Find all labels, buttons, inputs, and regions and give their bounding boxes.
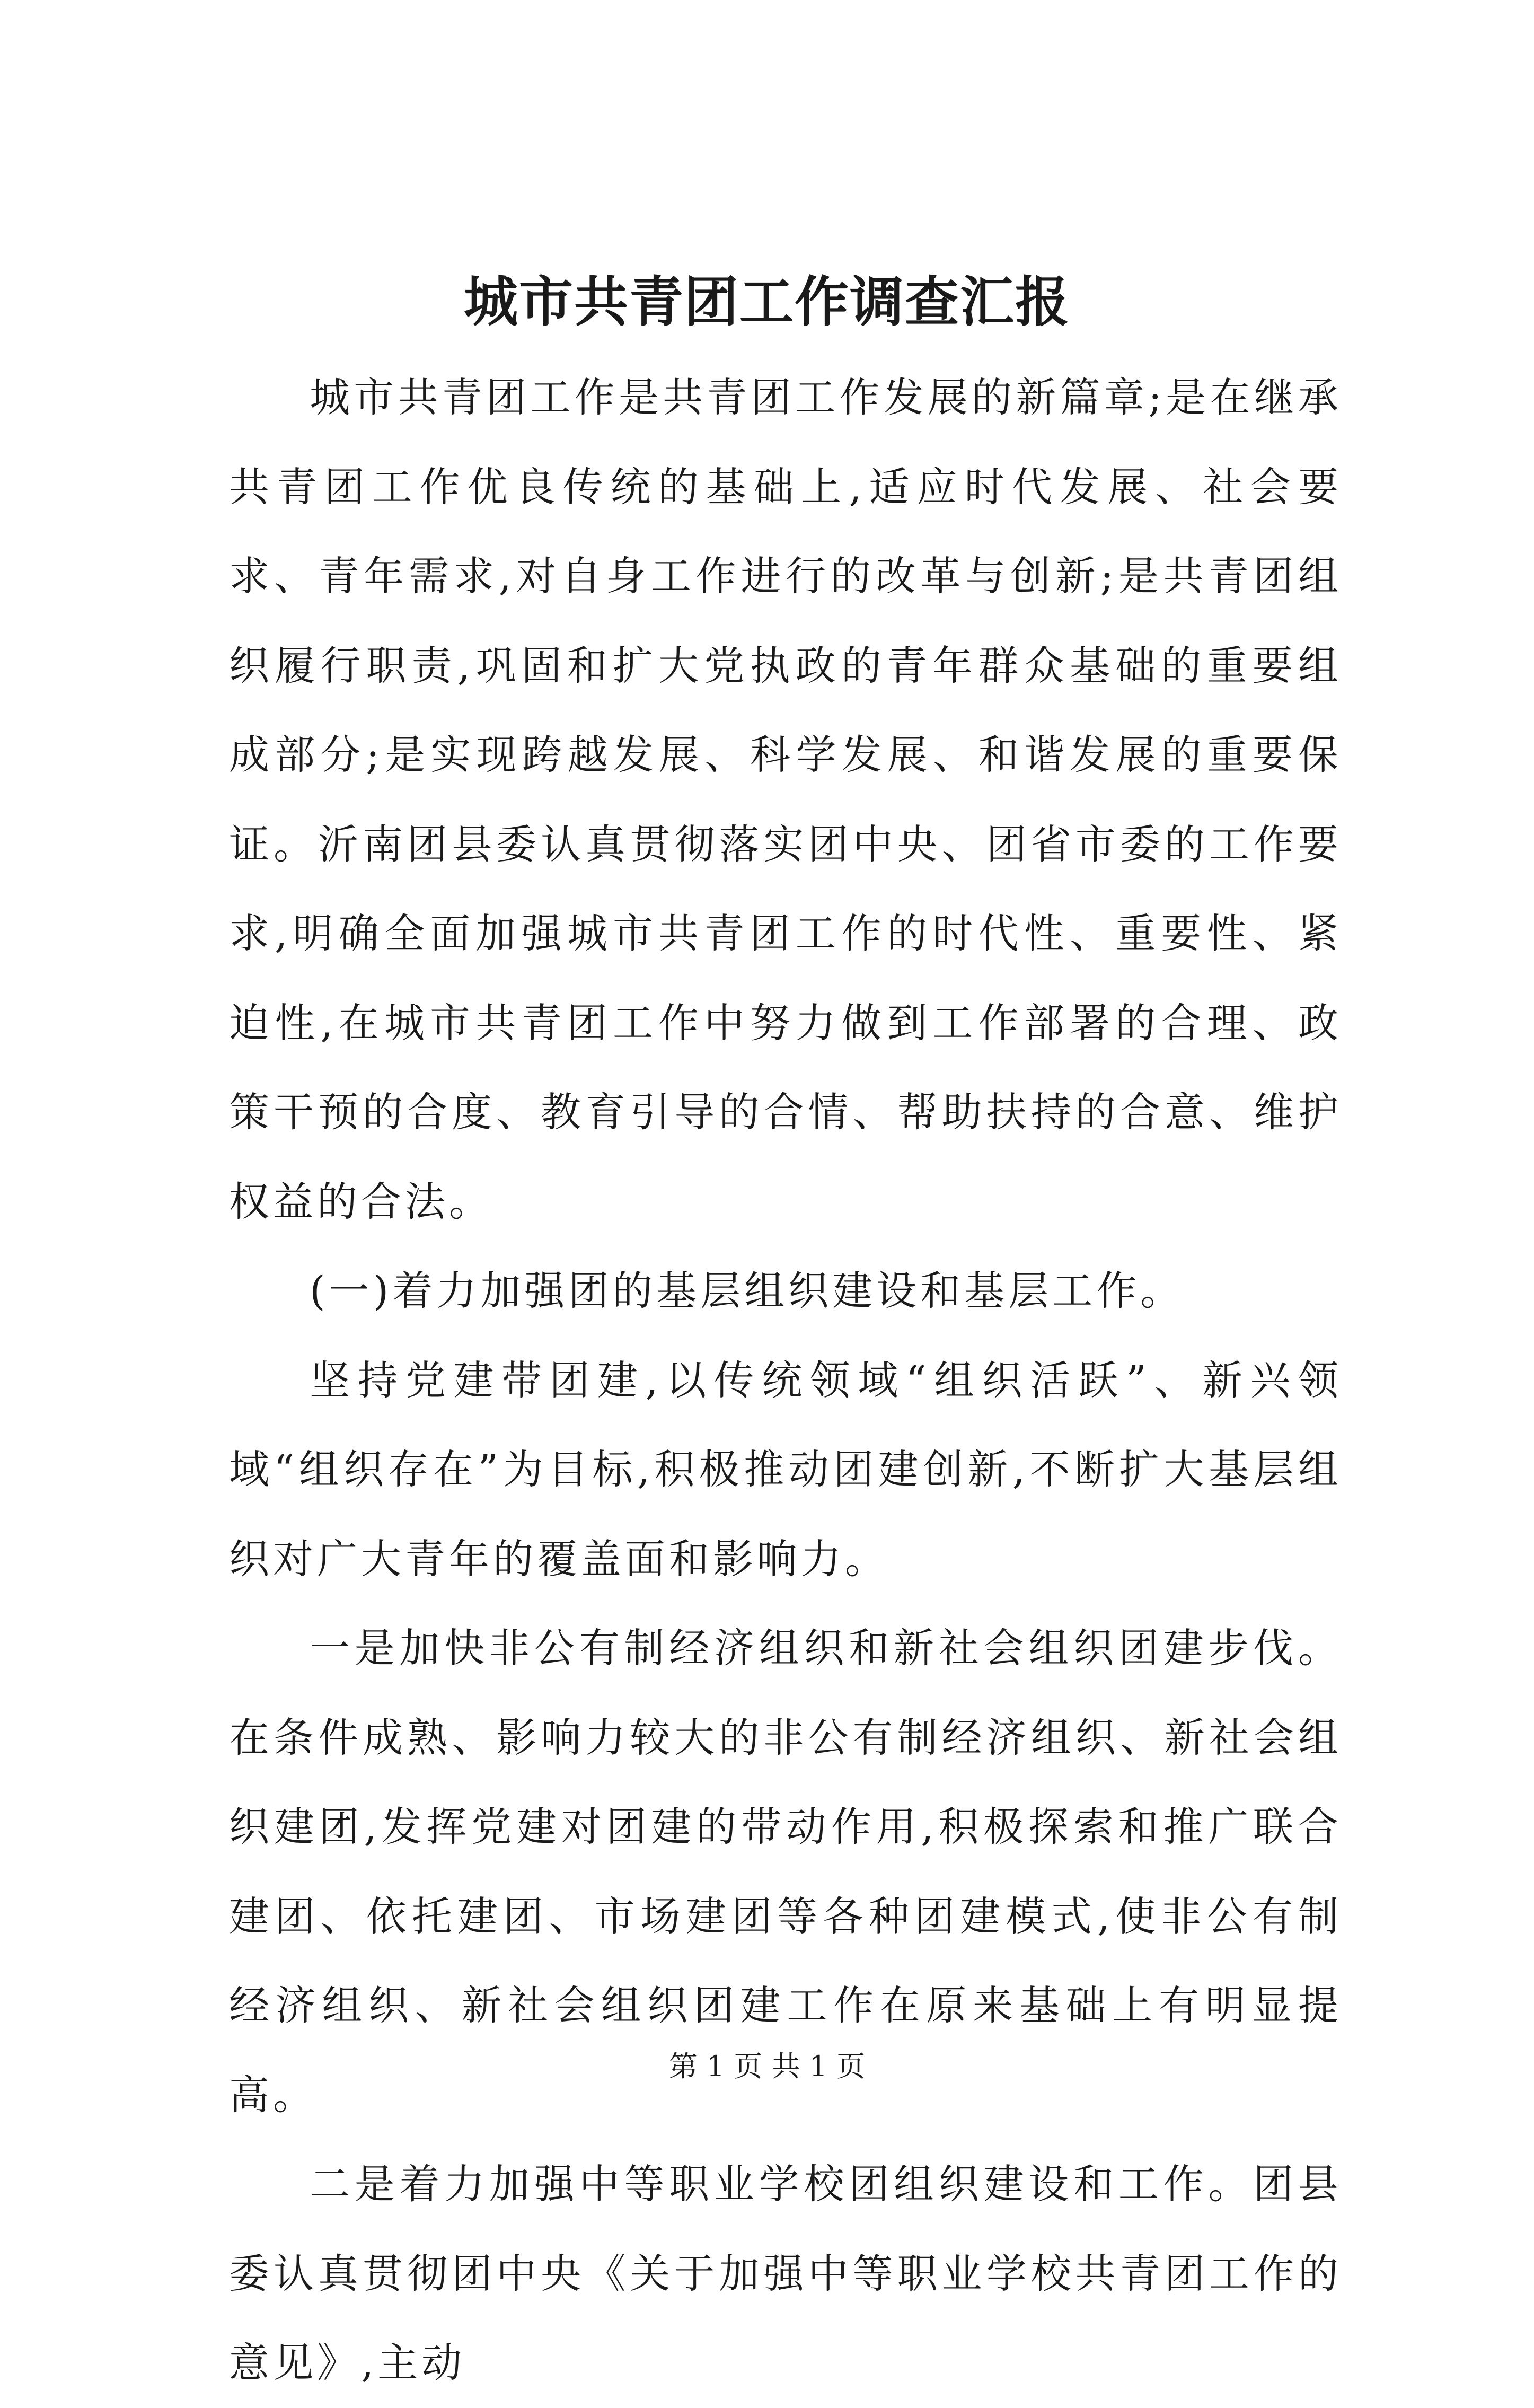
- paragraph-point-one: 一是加快非公有制经济组织和新社会组织团建步伐。在条件成熟、影响力较大的非公有制经济组织、新社会组织建团,发挥党建对团建的带动作用,积极探索和推广联合建团、依托建团、市场建团等各种团建模式,使非公有制经济组织、新社会组织团建工作在原来基础上有明显提高。: [229, 1624, 1342, 2119]
- section-heading-1: (一)着力加强团的基层组织建设和基层工作。: [310, 1267, 1185, 1314]
- document-body: [229, 353, 1342, 2408]
- page-footer: 第 1 页 共 1 页: [668, 2050, 866, 2083]
- paragraph-intro: 城市共青团工作是共青团工作发展的新篇章;是在继承共青团工作优良传统的基础上,适应时代发展、社会要求、青年需求,对自身工作进行的改革与创新;是共青团组织履行职责,巩固和扩大党执政的青年群众基础的重要组成部分;是实现跨越发展、科学发展、和谐发展的重要保证。沂南团县委认真贯彻落实团中央、团省市委的工作要求,明确全面加强城市共青团工作的时代性、重要性、紧迫性,在城市共青团工作中努力做到工作部署的合理、政策干预的合度、教育引导的合情、帮助扶持的合意、维护权益的合法。: [229, 374, 1342, 1225]
- paragraph-point-two: 二是着力加强中等职业学校团组织建设和工作。团县委认真贯彻团中央《关于加强中等职业学校共青团工作的意见》,主动: [229, 2160, 1342, 2386]
- document-title: 城市共青团工作调查汇报: [464, 270, 1070, 334]
- paragraph-party-building: 坚持党建带团建,以传统领域“组织活跃”、新兴领域“组织存在”为目标,积极推动团建创新,不断扩大基层组织对广大青年的覆盖面和影响力。: [229, 1356, 1342, 1583]
